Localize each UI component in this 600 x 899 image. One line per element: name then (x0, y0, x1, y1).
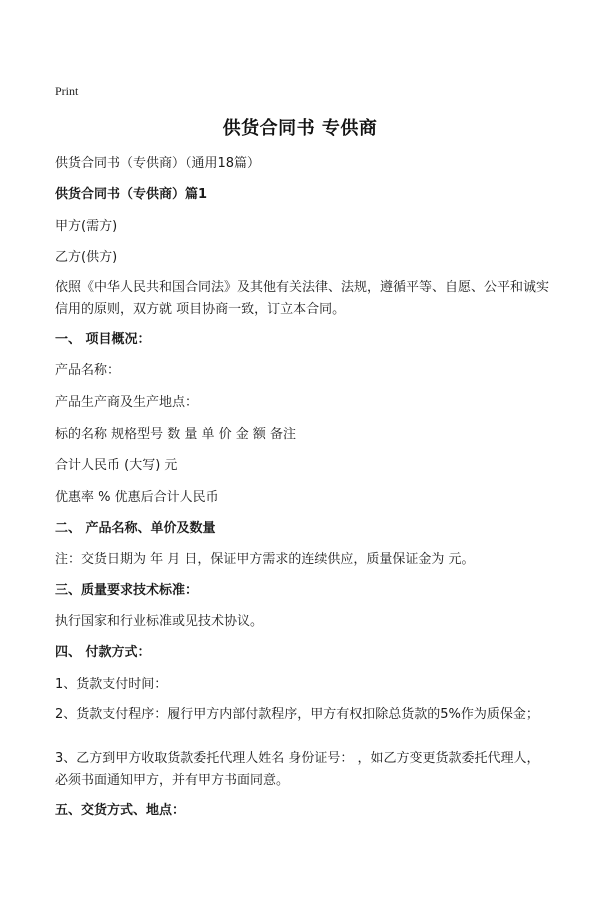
document-title: 供货合同书 专供商 (222, 118, 378, 139)
payment-time-line: 1、货款支付时间： (55, 677, 168, 692)
party-a: 甲方(需方) (55, 219, 118, 234)
print-label: Print (55, 84, 79, 98)
preamble-paragraph: 依照《中华人民共和国合同法》及其他有关法律、法规，遵循平等、自愿、公平和诚实信用的原则，双方就 项目协商一致，订立本合同。 (55, 280, 550, 317)
section-heading-4: 四、 付款方式： (55, 645, 151, 660)
section-heading-1: 一、 项目概况： (55, 332, 151, 347)
delivery-date-note: 注：交货日期为 年 月 日，保证甲方需求的连续供应，质量保证金为 元。 (55, 552, 475, 567)
total-amount-line: 合计人民币 (大写) 元 (55, 458, 178, 473)
section-heading-5: 五、交货方式、地点： (55, 803, 186, 818)
standards-line: 执行国家和行业标准或见技术协议。 (55, 614, 264, 629)
payment-procedure-paragraph: 2、货款支付程序：履行甲方内部付款程序，甲方有权扣除总货款的5%作为质保金； (55, 707, 539, 722)
discount-line: 优惠率 % 优惠后合计人民币 (55, 490, 219, 505)
section-heading-part1: 供货合同书（专供商）篇1 (55, 187, 208, 202)
manufacturer-line: 产品生产商及生产地点： (55, 395, 199, 410)
subtitle: 供货合同书（专供商）（通用18篇） (55, 156, 261, 171)
payment-agent-paragraph: 3、乙方到甲方收取货款委托代理人姓名 身份证号： ，如乙方变更货款委托代理人，必须书面通知甲方，并有甲方书面同意。 (55, 751, 540, 788)
section-heading-2: 二、 产品名称、单价及数量 (55, 521, 216, 536)
product-name-line: 产品名称： (55, 363, 121, 378)
item-columns-line: 标的名称 规格型号 数 量 单 价 金 额 备注 (55, 427, 297, 442)
section-heading-3: 三、质量要求技术标准： (55, 583, 199, 598)
party-b: 乙方(供方) (55, 250, 118, 265)
